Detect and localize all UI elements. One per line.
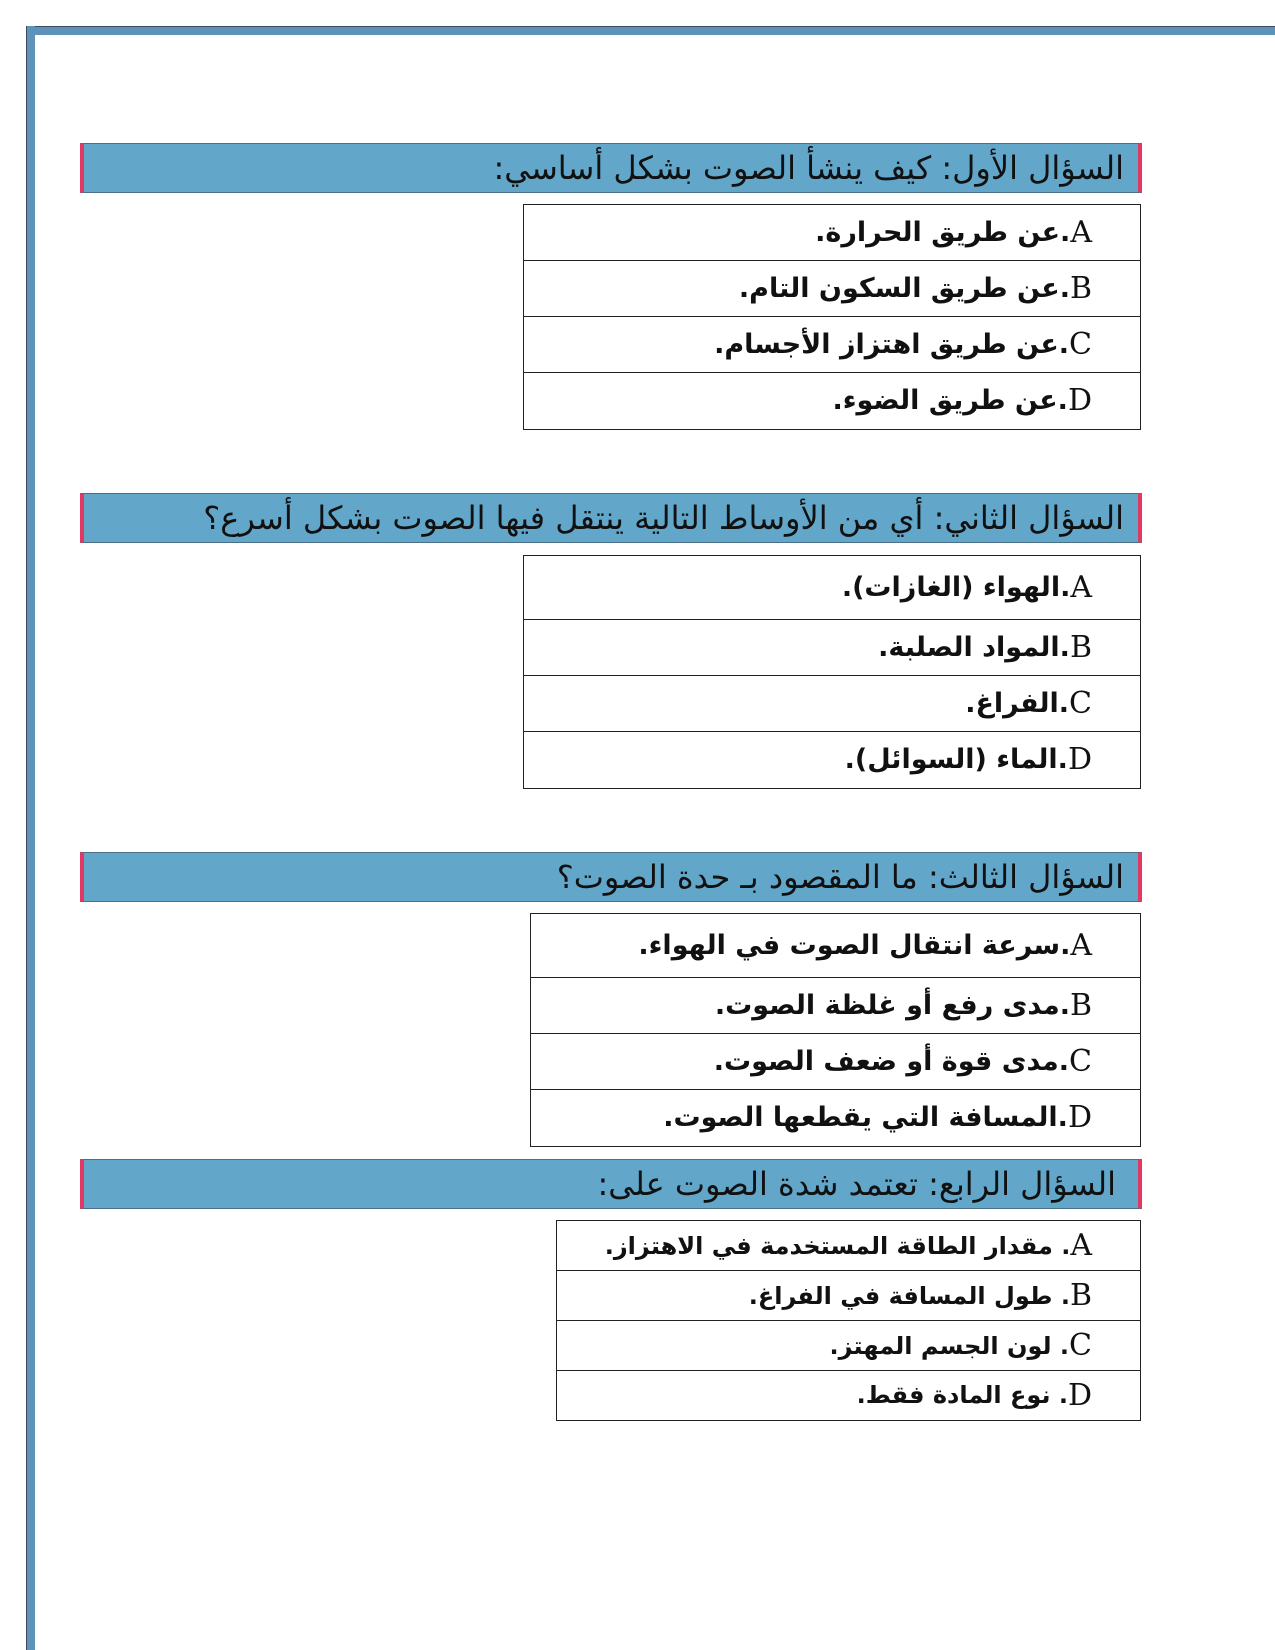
option-letter: A [1070,570,1092,605]
option-letter: C [1069,1328,1092,1363]
question-4-title: السؤال الرابع: تعتمد شدة الصوت على: [597,1165,1116,1203]
question-3-options [530,913,1141,1147]
option-d[interactable] [557,1371,1140,1419]
option-letter: D [1067,1100,1092,1135]
option-c[interactable] [524,317,1140,373]
page-border-top [26,26,1275,35]
option-letter: C [1069,327,1092,362]
option-c[interactable] [557,1321,1140,1371]
option-letter: A [1070,928,1092,963]
page-border-left [26,26,35,1650]
question-1-title: السؤال الأول: كيف ينشأ الصوت بشكل أساسي: [493,149,1124,187]
option-text: . نوع المادة فقط. [856,1381,1068,1409]
option-text: . مقدار الطاقة المستخدمة في الاهتزاز. [604,1231,1071,1260]
option-d[interactable] [524,373,1140,428]
option-letter: B [1069,1278,1092,1313]
option-text: .مدى قوة أو ضعف الصوت. [713,1046,1070,1077]
option-text: .الفراغ. [965,688,1070,719]
question-3-title: السؤال الثالث: ما المقصود بـ حدة الصوت؟ [556,858,1124,896]
question-2-header [80,493,1142,543]
option-text: .الماء (السوائل). [844,744,1068,775]
option-letter: D [1067,742,1092,777]
option-text: . لون الجسم المهتز. [829,1331,1070,1360]
option-text: .عن طريق الضوء. [832,385,1068,416]
option-b[interactable] [557,1271,1140,1321]
option-c[interactable] [531,1034,1140,1090]
option-a[interactable] [524,556,1140,620]
option-text: . طول المسافة في الفراغ. [748,1281,1070,1310]
option-a[interactable] [531,914,1140,978]
option-letter: A [1070,1228,1092,1263]
question-4-options [556,1220,1141,1421]
option-letter: D [1067,1377,1092,1413]
option-text: .مدى رفع أو غلظة الصوت. [714,990,1070,1021]
option-c[interactable] [524,676,1140,732]
question-2-title: السؤال الثاني: أي من الأوساط التالية ينتقل فيها الصوت بشكل أسرع؟ [203,499,1124,537]
option-b[interactable] [524,261,1140,317]
option-text: .عن طريق السكون التام. [738,273,1070,304]
option-b[interactable] [524,620,1140,676]
option-d[interactable] [531,1090,1140,1145]
option-b[interactable] [531,978,1140,1034]
option-a[interactable] [557,1221,1140,1271]
option-letter: D [1067,383,1092,418]
option-letter: C [1069,1044,1092,1079]
option-text: .المسافة التي يقطعها الصوت. [663,1102,1068,1133]
option-letter: B [1069,630,1092,665]
option-d[interactable] [524,732,1140,787]
question-4-header [80,1159,1142,1209]
question-1-options [523,204,1141,430]
option-text: .سرعة انتقال الصوت في الهواء. [638,930,1071,961]
question-2-options [523,555,1141,789]
question-1-header [80,143,1142,193]
option-letter: A [1070,215,1092,250]
option-letter: C [1069,686,1092,721]
option-text: .الهواء (الغازات). [841,572,1071,603]
option-text: .عن طريق الحرارة. [815,217,1071,248]
option-text: .المواد الصلبة. [878,632,1070,663]
option-text: .عن طريق اهتزاز الأجسام. [714,329,1070,360]
option-a[interactable] [524,205,1140,261]
option-letter: B [1069,988,1092,1023]
question-3-header [80,852,1142,902]
option-letter: B [1069,271,1092,306]
